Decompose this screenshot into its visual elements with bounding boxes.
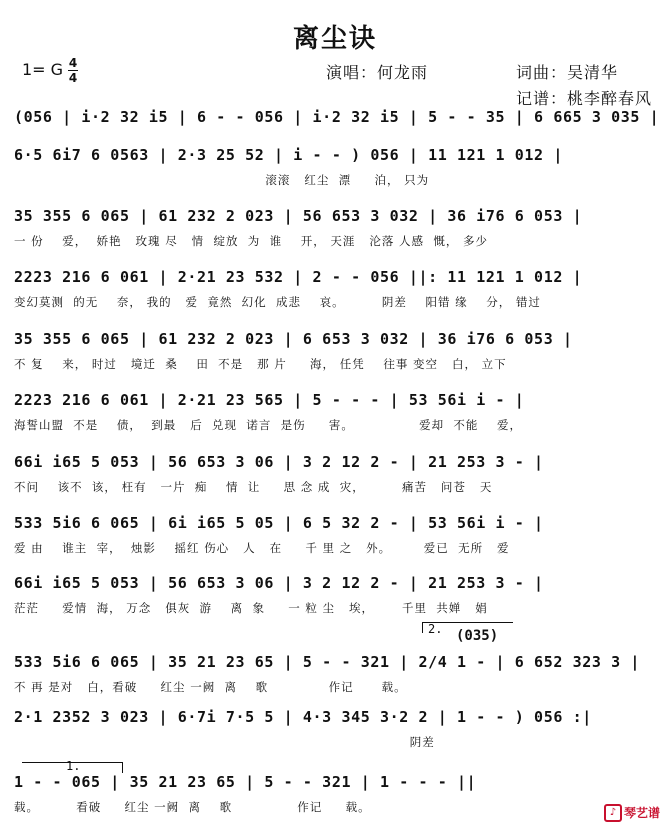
notes-line: 533 5i6 6 065 | 35 21 23 65 | 5 - - 321 | 2/4 1 - | 6 652 323 3 | bbox=[14, 653, 640, 671]
notes-line: 35 355 6 065 | 61 232 2 023 | 6 653 3 032 | 36 i76 6 053 | bbox=[14, 330, 573, 348]
lyrics-line: 变幻莫测 的无 奈， 我的 爱 竟然 幻化 成悲 哀。 阴差 阳错 缘 分， 错过 bbox=[14, 295, 541, 309]
notes-line: 66i i65 5 053 | 56 653 3 06 | 3 2 12 2 - | 21 253 3 - | bbox=[14, 453, 544, 471]
notes-line: 1 - - 065 | 35 21 23 65 | 5 - - 321 | 1 - - - || bbox=[14, 773, 477, 791]
notes-line: 66i i65 5 053 | 56 653 3 06 | 3 2 12 2 - | 21 253 3 - | bbox=[14, 574, 544, 592]
singer-credit: 演唱：何龙雨 bbox=[326, 63, 429, 82]
lyrics-line: 阴差 bbox=[14, 735, 435, 749]
page-title: 离尘诀 bbox=[292, 24, 377, 54]
volta-1-label: 1. bbox=[66, 759, 81, 773]
lyrics-line: 不问 该不 该， 枉有 一片 痴 情 让 思 念 成 灾， 痛苦 问苍 天 bbox=[14, 480, 493, 494]
notes-line: 2·1 2352 3 023 | 6·7i 7·5 5 | 4·3 345 3·2 2 | 1 - - ) 056 :| bbox=[14, 708, 592, 726]
lyrics-line: 爱 由 谁主 宰， 烛影 摇红 伤心 人 在 千 里 之 外。 爱已 无所 爱 bbox=[14, 541, 510, 555]
notes-line: (056 | i·2 32 i5 | 6 - - 056 | i·2 32 i5 | 5 - - 35 | 6 665 3 035 | bbox=[14, 108, 660, 126]
lyrics-line: 载。 看破 红尘 一阙 离 歌 作记 载。 bbox=[14, 800, 371, 814]
notes-line: 35 355 6 065 | 61 232 2 023 | 56 653 3 032 | 36 i76 6 053 | bbox=[14, 207, 583, 225]
notes-line: 2223 216 6 061 | 2·21 23 532 | 2 - - 056 ||: 11 121 1 012 | bbox=[14, 268, 583, 286]
lyrics-line: 一 份 爱， 娇艳 玫瑰 尽 情 绽放 为 谁 开， 天涯 沦落 人感 慨， 多少 bbox=[14, 234, 488, 248]
lyrics-line: 茫茫 爱情 海， 万念 俱灰 游 离 象 一 粒 尘 埃， 千里 共婵 娟 bbox=[14, 601, 488, 615]
lyrics-line: 不 再 是对 白，看破 红尘 一阙 离 歌 作记 载。 bbox=[14, 680, 407, 694]
lyrics-line: 海誓山盟 不是 债， 到最 后 兑现 诺言 是伤 害。 爱却 不能 爱， bbox=[14, 418, 523, 432]
lyrics-line: 滚滚 红尘 漂 泊， 只为 bbox=[14, 173, 430, 187]
watermark-brand: 琴艺谱 bbox=[623, 805, 660, 820]
lyrics-line: 不 复 来， 时过 境迁 桑 田 不是 那 片 海， 任凭 往事 变空 白， 立下 bbox=[14, 357, 507, 371]
volta-2-notes: (035) bbox=[456, 628, 499, 644]
transcriber-credit: 记谱：桃李醉春风 bbox=[516, 89, 653, 108]
volta-2-label: 2. bbox=[428, 622, 443, 636]
watermark-logo bbox=[604, 804, 660, 823]
notes-line: 533 5i6 6 065 | 6i i65 5 05 | 6 5 32 2 - | 53 56i i - | bbox=[14, 514, 544, 532]
key-signature: 1= G bbox=[22, 60, 64, 79]
piano-logo-icon: ♪ bbox=[604, 804, 622, 822]
time-signature-bottom: 4 bbox=[68, 71, 78, 85]
time-signature bbox=[68, 57, 78, 84]
notes-line: 2223 216 6 061 | 2·21 23 565 | 5 - - - | 53 56i i - | bbox=[14, 391, 525, 409]
lyricist-credit: 词曲：吴清华 bbox=[516, 63, 619, 82]
notes-line: 6·5 6i7 6 0563 | 2·3 25 52 | i - - ) 056 | 11 121 1 012 | bbox=[14, 146, 563, 164]
time-signature-top: 4 bbox=[68, 56, 78, 70]
